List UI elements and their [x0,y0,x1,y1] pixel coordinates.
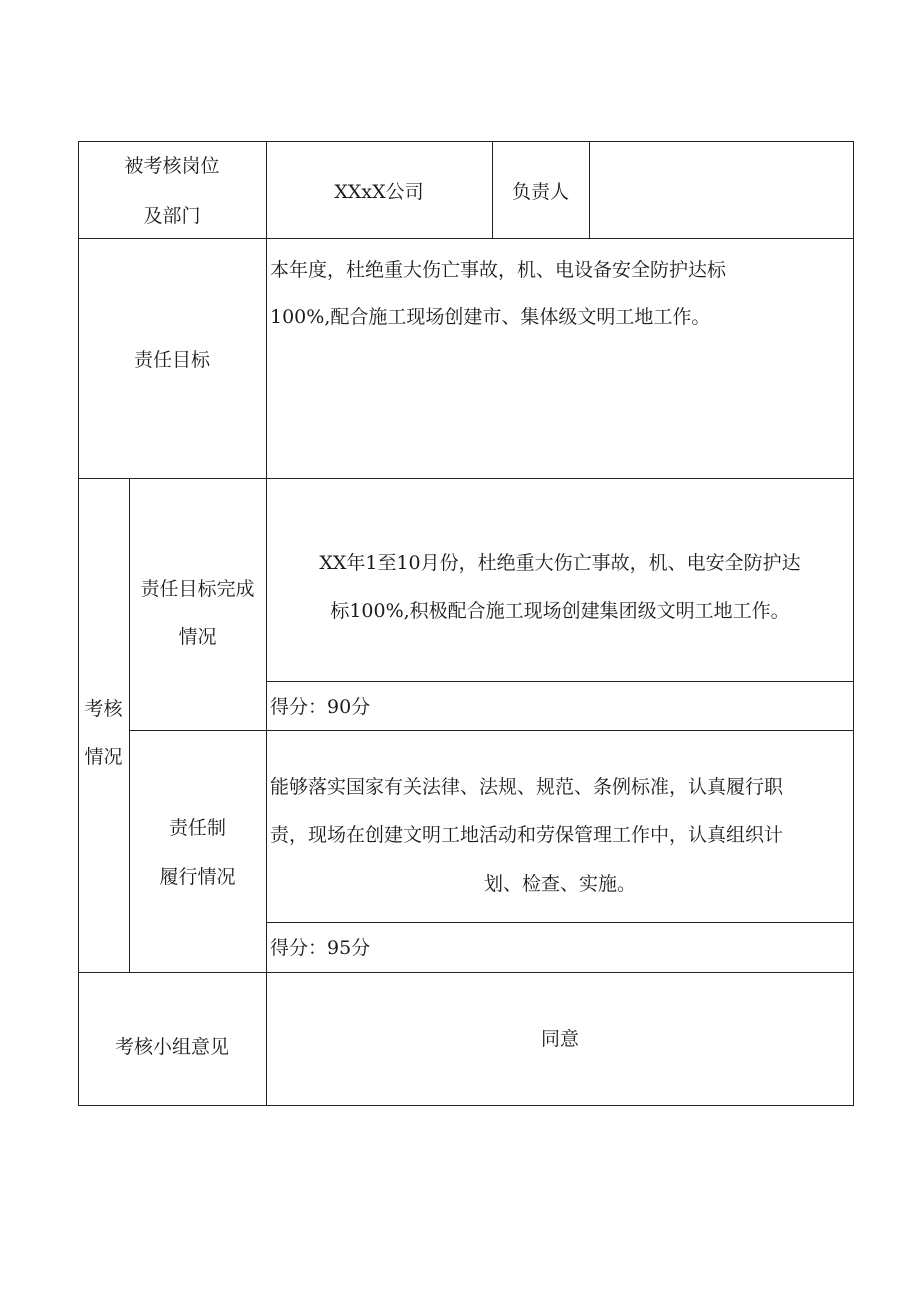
assessment-label-line2: 情况 [84,746,123,768]
goal-label: 责任目标 [133,349,210,371]
hline-top [78,141,854,142]
completion-label-line2: 情况 [178,626,217,648]
hline-goal-bottom [78,478,854,479]
hline-completion-bottom [129,730,854,731]
completion-text-line2: 标100%,积极配合施工现场创建集团级文明工地工作。 [330,600,790,622]
company-name: XXxX公司 [334,181,424,203]
duty-text-line1: 能够落实国家有关法律、法规、规范、条例标准，认真履行职 [270,776,784,798]
hline-bottom [78,1105,854,1106]
goal-text-line2: 100%,配合施工现场创建市、集体级文明工地工作。 [270,306,711,328]
duty-text-line3: 划、检查、实施。 [483,873,636,895]
responsible-label: 负责人 [511,181,569,203]
duty-label-line1: 责任制 [168,817,226,839]
opinion-value: 同意 [540,1028,579,1050]
opinion-label: 考核小组意见 [114,1036,229,1058]
vline-left [78,141,79,1106]
vline-row1-b [589,141,590,239]
goal-text-line1: 本年度，杜绝重大伤亡事故，机、电设备安全防护达标 [270,259,727,281]
hline-completion-score-top [266,681,854,682]
vline-main [266,141,267,1106]
hline-row1-bottom [78,238,854,239]
completion-score: 得分：90分 [270,696,371,718]
hline-duty-score-top [266,922,854,923]
position-label-line1: 被考核岗位 [124,155,220,177]
duty-score: 得分：95分 [270,937,371,959]
completion-label-line1: 责任目标完成 [140,578,255,600]
vline-right [853,141,854,1106]
duty-label-line2: 履行情况 [159,866,236,888]
duty-text-line2: 责，现场在创建文明工地活动和劳保管理工作中，认真组织计 [270,824,784,846]
vline-assessment-inner [129,478,130,973]
completion-text-line1: XX年1至10月份，杜绝重大伤亡事故，机、电安全防护达 [319,552,801,574]
assessment-label-line1: 考核 [84,698,123,720]
position-label-line2: 及部门 [143,205,201,227]
hline-assessment-bottom [78,972,854,973]
